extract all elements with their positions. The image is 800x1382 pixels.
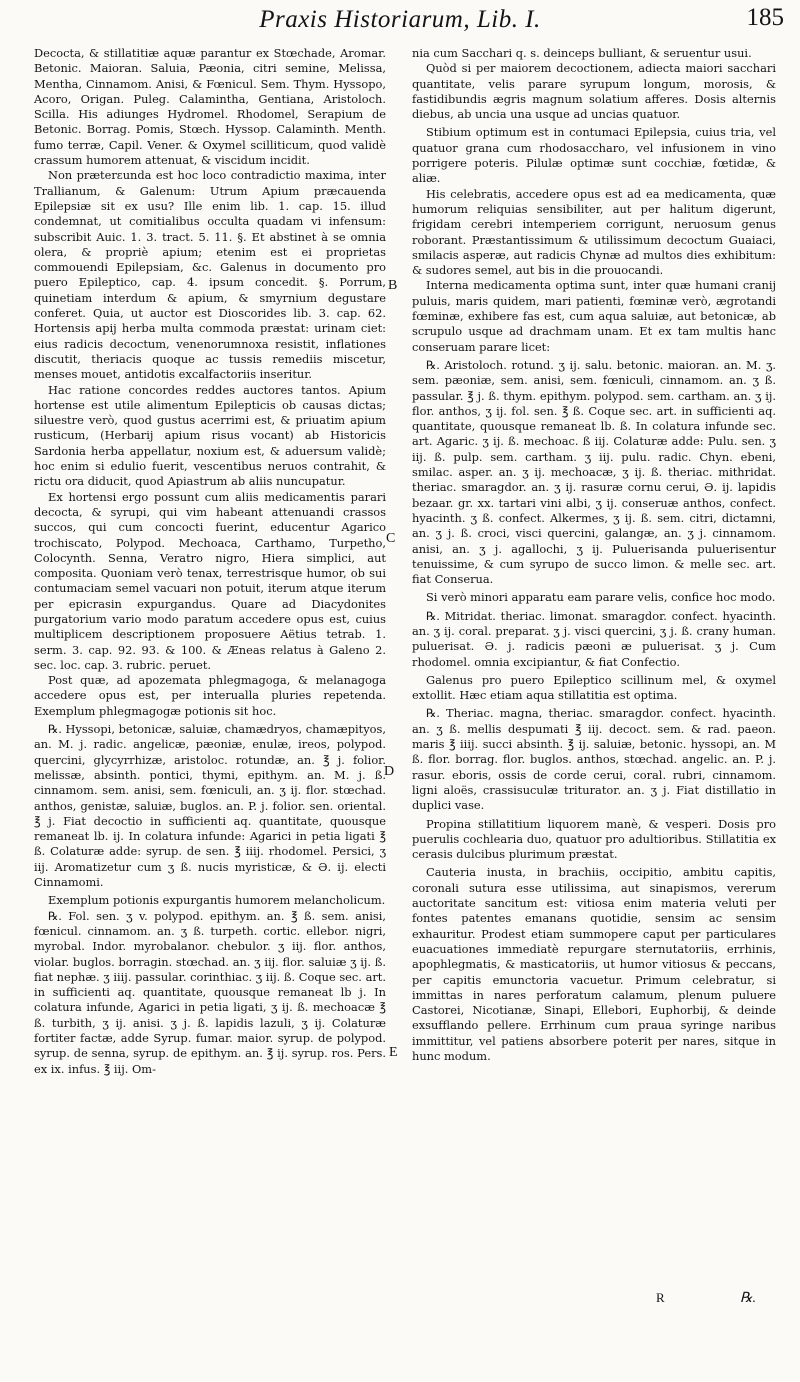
catchword: ℞. [740, 1291, 757, 1306]
margin-letter-e: E [389, 1045, 398, 1060]
running-head [0, 0, 800, 44]
paragraph: Quòd si per maiorem decoctionem, adiecta maiori sacchari quantitate, velis parare syrupum longum, morosis, & fastidibundis ægris magnum solatium afferes. Dosis alternis diebus, ab uncia una usque ad uncias quatuor. [412, 61, 776, 122]
prescription: ℞. Aristoloch. rotund. ʒ ij. salu. betonic. maioran. an. M. ʒ. sem. pæoniæ, sem. anisi, sem. fœniculi, cinnamom. an. ʒ ß. passular. ℥ j. ß. thym. epithym. polypod. sem. cartham. an. ʒ ij. flor. anthos, ʒ ij. fol. sen. ℥ ß. Coque sec. art. in sufficienti aq. quantitate, quousque remaneat lb. ß. In colatura infunde sec. art. Agaric. ʒ ij. ß. mechoac. ß iij. Colaturæ adde: Pulu. sen. ʒ iij. ß. pulp. sem. cartham. ʒ iij. pulu. radic. Chyn. ebeni, smilac. asper. an. ʒ ij. mechoacæ, ʒ ij. ß. theriac. mithridat. theriac. smaragdor. an. ʒ ij. rasuræ cornu cerui, Ə. ij. lapidis bezaar. gr. xx. tartari vini albi, ʒ ij. conseruæ anthos, confect. hyacinth. ʒ ß. confect. Alkermes, ʒ ij. ß. sem. citri, dictamni, an. ʒ j. ß. croci, visci quercini, galangæ, an. ʒ j. cinnamom. anisi, an. ʒ j. agallochi, ʒ ij. Puluerisanda puluerisentur tenuissime, & cum syrupo de succo limon. & melle sec. art. fiat Conserua. [412, 357, 776, 587]
paragraph: Galenus pro puero Epileptico scillinum mel, & oxymel extollit. Hæc etiam aqua stillatitia est optima. [412, 672, 776, 703]
margin-letter-c: C [386, 531, 396, 546]
prescription: ℞. Fol. sen. ʒ v. polypod. epithym. an. ℥ ß. sem. anisi, fœnicul. cinnamom. an. ʒ ß. turpeth. cortic. ellebor. nigri, myrobal. Indor. myrobalanor. chebulor. ʒ iij. flor. anthos, violar. buglos. borragin. stœchad. an. ʒ iij. flor. saluiæ ʒ ij. ß. fiat nephæ. ʒ iiij. passular. corinthiac. ʒ iij. ß. Coque sec. art. in sufficienti aq. quantitate, quousque remaneat lb j. In colatura infunde, Agarici in petia ligati, ʒ ij. ß. mechoacæ ℥ ß. turbith, ʒ ij. anisi. ʒ j. ß. lapidis lazuli, ʒ ij. Colaturæ fortiter factæ, adde Syrup. fumar. maior. syrup. de polypod. syrup. de senna, syrup. de epithym. an. ℥ ij. syrup. ros. Pers. ex ix. infus. ℥ iij. Om- [34, 908, 386, 1076]
paragraph: Propina stillatitium liquorem manè, & vesperi. Dosis pro puerulis cochlearia duo, quatuor pro adultioribus. Stillatitia ex cerasis dulcibus plurimum præstat. [412, 816, 776, 862]
paragraph: Post quæ, ad apozemata phlegmagoga, & melanagoga accedere opus est, per interualla pluries repetenda. Exemplum phlegmagogæ potionis sit hoc. [34, 673, 386, 718]
prescription: ℞. Hyssopi, betonicæ, saluiæ, chamædryos, chamæpityos, an. M. j. radic. angelicæ, pæoniæ, enulæ, ireos, polypod. quercini, glycyrrhizæ, aristoloc. rotundæ, an. ℥ j. folior. melissæ, absinth. pontici, thymi, epithym. an. M. j. ß. cinnamom. sem. anisi, sem. fœniculi, an. ʒ ij. flor. stœchad. anthos, genistæ, saluiæ, buglos. an. P. j. folior. sen. oriental. ℥ j. Fiat decoctio in sufficienti aq. quantitate, quousque remaneat lb. ij. In colatura infunde: Agarici in petia ligati ℥ ß. Colaturæ adde: syrup. de sen. ℥ iiij. rhodomel. Persici, ʒ iij. Aromatizetur cum ʒ ß. nucis myristicæ, & Ə. ij. electi Cinnamomi. [34, 722, 386, 890]
page-number: 185 [746, 4, 784, 31]
paragraph: His celebratis, accedere opus est ad ea medicamenta, quæ humorum reliquias sensibiliter, aut per halitum digerunt, frigidam cerebri intemperiem corrigunt, neruosum genus roborant. Præstantissimum & utilissimum decoctum Guaiaci, smilacis asperæ, aut radicis Chynæ ad multos dies exhibitum: & sudores semel, aut bis in die prouocandi. [412, 186, 776, 278]
paragraph: Ex hortensi ergo possunt cum aliis medicamentis parari decocta, & syrupi, qui vim habeant attenuandi crassos succos, qui cum concocti fuerint, educentur Agarico trochiscato, Polypod. Mechoaca, Carthamo, Turpetho, Colocynth. Senna, Veratro nigro, Hiera simplici, aut composita. Quoniam verò tenax, terrestrisque humor, ob sui contumaciam semel vacuari non potuit, iterum atque iterum per epicrasin expurgandus. Quare ad Diacydonites purgatorium vario modo paratum accedere opus est, cuius multiplicem descriptionem proposuere Aëtius tetrab. 1. serm. 3. cap. 92. 93. & 100. & Æneas relatus à Galeno 2. sec. loc. cap. 3. rubric. peruet. [34, 489, 386, 672]
paragraph: Si verò minori apparatu eam parare velis, confice hoc modo. [426, 590, 776, 605]
paragraph: nia cum Sacchari q. s. deinceps bulliant, & seruentur usui. [412, 46, 752, 60]
prescription: ℞. Mitridat. theriac. limonat. smaragdor. confect. hyacinth. an. ʒ ij. coral. preparat. ʒ j. visci quercini, ʒ j. ß. crany human. puluerisat. Ə. j. radicis pæoni æ puluerisat. ʒ j. Cum rhodomel. omnia excipiantur, & fiat Confectio. [412, 608, 776, 669]
paragraph: Non præterεunda est hoc loco contradictio maxima, inter Trallianum, & Galenum: Utrum Apium præcauenda Epilepsiæ sit ex usu? Ille enim lib. 1. cap. 15. illud condemnat, ut comitialibus occulta quadam vi infensum: subscribit Auic. 1. 3. tract. 5. 11. §. Et abstinet à se omnia olera, & propriè apium; etenim est ei proprietas commouendi Epilepsiam, &c. Galenus in documento pro puero Epileptico, cap. 4. ipsum concedit. §. Porrum, quinetiam interdum & apium, & smyrnium degustare conferet. Quia, ut auctor est Dioscorides lib. 3. cap. 62. Hortensis apij herba multa commoda præstat: urinam ciet: eius radicis decoctum, venenorumnoxa resistit, inflationes discutit, theriacis quoque ac tussis remediis miscetur, menses mouet, antidotis excalfactoriis inseritur. [34, 168, 386, 382]
signature-mark: R [656, 1290, 665, 1305]
margin-letter-b: B [388, 278, 398, 293]
right-column [412, 46, 776, 1064]
paragraph: Interna medicamenta optima sunt, inter quæ humani cranij puluis, maris quidem, mari patienti, fœminæ verò, ægrotandi fœminæ, exhibere fas est, cum aqua saluiæ, aut betonicæ, ab scrupulo usque ad drachmam unam. Et ex tam multis hanc conseruam parare licet: [412, 278, 776, 354]
paragraph: Hac ratione concordes reddes auctores tantos. Apium hortense est utile alimentum Epilepticis ob causas dictas; siluestre verò, quod gustus acerrimi est, & priuatim apium rusticum, (Herbarij apium risus vocant) ab Historicis Sardonia herba appellatur, noxium est, & aduersum validè; hoc enim si edulio fuerit, vescentibus neruos contrahit, & rictu ora diducit, quod Apiastrum ab aliis nuncupatur. [34, 382, 386, 489]
left-column [34, 46, 386, 1077]
paragraph: Cauteria inusta, in brachiis, occipitio, ambitu capitis, coronali sutura esse utilissima, aut sinapismos, vererum auctoritate sancitum est: vitiosa enim materia veluti per fontes patentes emanans quotidie, sensim ac sensim exhauritur. Prodest etiam summopere caput per particulares euacuationes immediatè repurgare sternutatoriis, errhinis, apophlegmatis, & masticatoriis, ut humor vitiosus & peccans, per capitis emunctoria vacuetur. Primum celebratur, si immittas in nares perforatum calamum, plenum puluere Castorei, Nicotianæ, Sinapi, Ellebori, Euphorbij, & deinde exsufflando pellere. Errhinum cum praua syringe naribus immittitur, vel patiens absorbere poterit per nares, sitque in hunc modum. [412, 865, 776, 1063]
paragraph: Stibium optimum est in contumaci Epilepsia, cuius tria, vel quatuor grana cum rhodosaccharo, vel infusionem in vino porrigere poteris. Pilulæ optimæ sunt cocchiæ, fœtidæ, & aliæ. [412, 125, 776, 186]
margin-letter-d: D [384, 764, 395, 779]
prescription: ℞. Theriac. magna, theriac. smaragdor. confect. hyacinth. an. ʒ ß. mellis despumati ℥ iij. decoct. sem. & rad. paeon. maris ℥ iiij. succi absinth. ℥ ij. saluiæ, betonic. hyssopi, an. M ß. flor. borrag. flor. buglos. anthos, stœchad. angelic. an. P. j. rasur. eboris, ossis de corde cerui, coral. rubri, cinnamom. ligni aloës, crassisuculæ triturator. an. ʒ j. Fiat distillatio in duplici vase. [412, 706, 776, 813]
running-title: Praxis Historiarum, Lib. I. [259, 6, 541, 33]
paragraph: Exemplum potionis expurgantis humorem melancholicum. [48, 893, 386, 908]
paragraph: Decocta, & stillatitiæ aquæ parantur ex Stœchade, Aromar. Betonic. Maioran. Saluia, Pæonia, citri semine, Melissa, Mentha, Cinnamom. Anisi, & Fœnicul. Sem. Thym. Hyssopo, Acoro, Origan. Puleg. Calamintha, Gentiana, Aristoloch. Scilla. His adiunges Hydromel. Rhodomel, Serapium de Betonic. Borrag. Pomis, Stœch. Hyssop. Calaminth. Menth. fumo terræ, Capil. Vener. & Oxymel scilliticum, quod validè crassum humorem attenuat, & viscidum incidit. [34, 46, 386, 168]
